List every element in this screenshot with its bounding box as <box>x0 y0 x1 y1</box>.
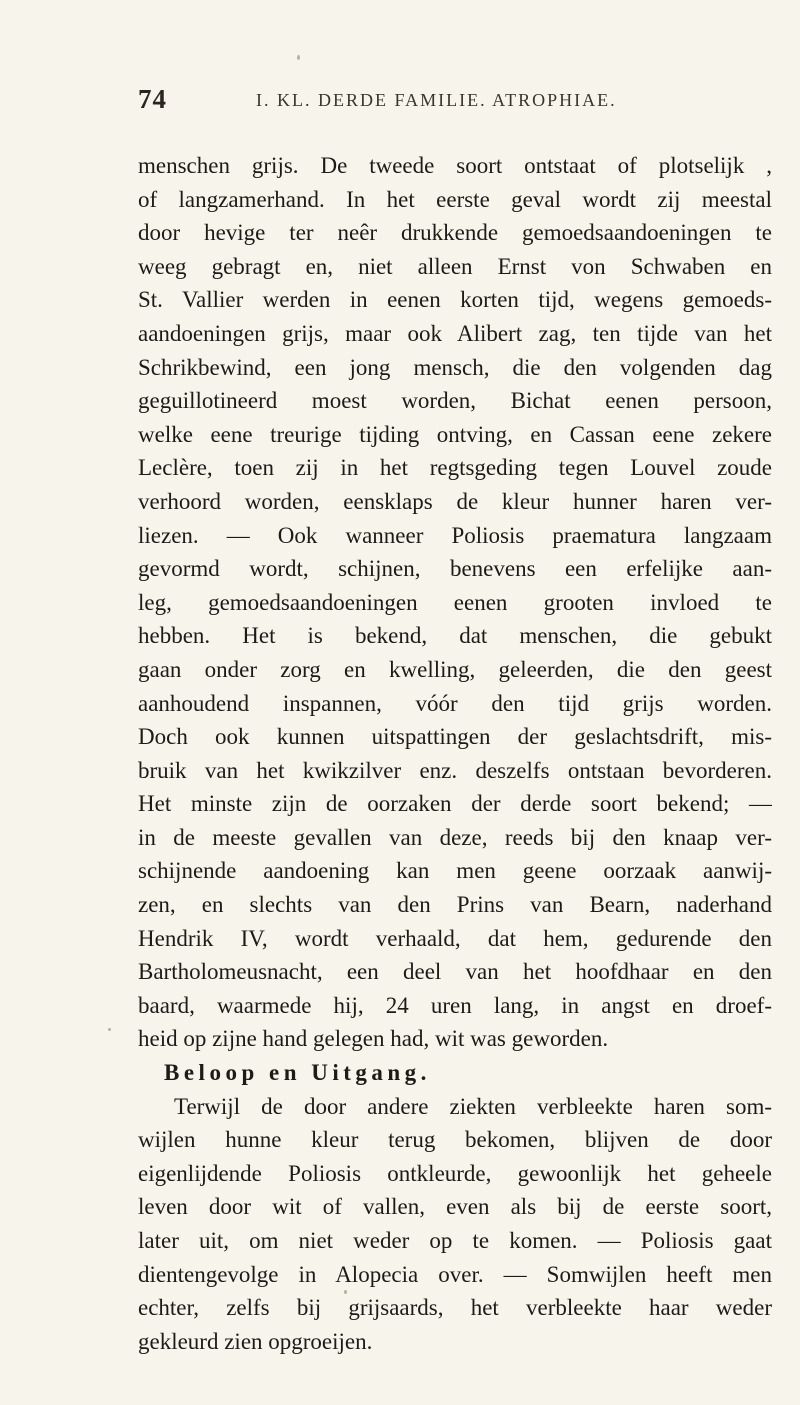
paper-speck <box>344 1290 347 1294</box>
text-line: leg, gemoedsaandoeningen eenen grooten invloed te <box>138 589 772 615</box>
page-number: 74 <box>138 84 167 114</box>
text-line: bruik van het kwikzilver enz. deszelfs ontstaan bevorderen. <box>138 757 772 783</box>
text-line: liezen. — Ook wanneer Poliosis praematura langzaam <box>138 522 772 548</box>
text-line: dientengevolge in Alopecia over. — Somwijlen heeft men <box>138 1261 772 1287</box>
text-line: Leclère, toen zij in het regtsgeding tegen Louvel zoude <box>138 455 772 481</box>
text-line: eigenlijdende Poliosis ontkleurde, gewoonlijk het geheele <box>138 1160 772 1186</box>
text-line: leven door wit of vallen, even als bij de eerste soort, <box>138 1194 772 1220</box>
text-line: wijlen hunne kleur terug bekomen, blijven de door <box>138 1127 772 1153</box>
paper-speck <box>297 55 300 60</box>
text-line: menschen grijs. De tweede soort ontstaat of plotselijk , <box>138 153 772 178</box>
text-line: of langzamerhand. In het eerste geval wordt zij meestal <box>138 186 772 212</box>
paper-speck <box>108 1028 111 1031</box>
text-line: echter, zelfs bij grijsaards, het verbleekte haar weder <box>138 1295 772 1321</box>
text-line: aanhoudend inspannen, vóór den tijd grijs worden. <box>138 690 772 716</box>
text-line: heid op zijne hand gelegen had, wit was geworden. <box>138 1026 609 1052</box>
text-line: Schrikbewind, een jong mensch, die den volgenden dag <box>138 354 772 380</box>
text-line: Het minste zijn de oorzaken der derde soort bekend; — <box>138 791 772 817</box>
text-line: gekleurd zien opgroeijen. <box>138 1328 373 1354</box>
body-text <box>138 149 772 1358</box>
text-line: baard, waarmede hij, 24 uren lang, in angst en droef- <box>138 992 772 1018</box>
page-header <box>138 84 758 116</box>
text-line: zen, en slechts van den Prins van Bearn, naderhand <box>138 892 772 918</box>
text-line: aandoeningen grijs, maar ook Alibert zag, ten tijde van het <box>138 320 772 346</box>
text-line: schijnende aandoening kan men geene oorzaak aanwij- <box>138 858 772 884</box>
text-line: hebben. Het is bekend, dat menschen, die gebukt <box>138 623 772 649</box>
text-line: Bartholomeusnacht, een deel van het hoofdhaar en den <box>138 959 772 985</box>
text-line: gaan onder zorg en kwelling, geleerden, die den geest <box>138 656 772 682</box>
text-line: Terwijl de door andere ziekten verbleekte haren som- <box>174 1093 772 1119</box>
text-line: in de meeste gevallen van deze, reeds bij den knaap ver- <box>138 824 772 850</box>
text-line: gevormd wordt, schijnen, benevens een erfelijke aan- <box>138 556 772 582</box>
text-line: welke eene treurige tijding ontving, en Cassan eene zekere <box>138 421 772 447</box>
running-head: I. KL. DERDE FAMILIE. ATROPHIAE. <box>256 90 617 110</box>
section-heading: Beloop en Uitgang. <box>164 1060 431 1086</box>
text-line: geguillotineerd moest worden, Bichat eenen persoon, <box>138 388 772 414</box>
text-line: Doch ook kunnen uitspattingen der geslachtsdrift, mis- <box>138 724 772 750</box>
text-line: door hevige ter neêr drukkende gemoedsaandoeningen te <box>138 220 772 246</box>
text-line: later uit, om niet weder op te komen. — Poliosis gaat <box>138 1228 772 1253</box>
text-line: verhoord worden, eensklaps de kleur hunner haren ver- <box>138 488 772 514</box>
text-line: St. Vallier werden in eenen korten tijd, wegens gemoeds- <box>138 287 772 313</box>
text-line: Hendrik IV, wordt verhaald, dat hem, gedurende den <box>138 925 772 951</box>
text-line: weeg gebragt en, niet alleen Ernst von Schwaben en <box>138 253 772 279</box>
